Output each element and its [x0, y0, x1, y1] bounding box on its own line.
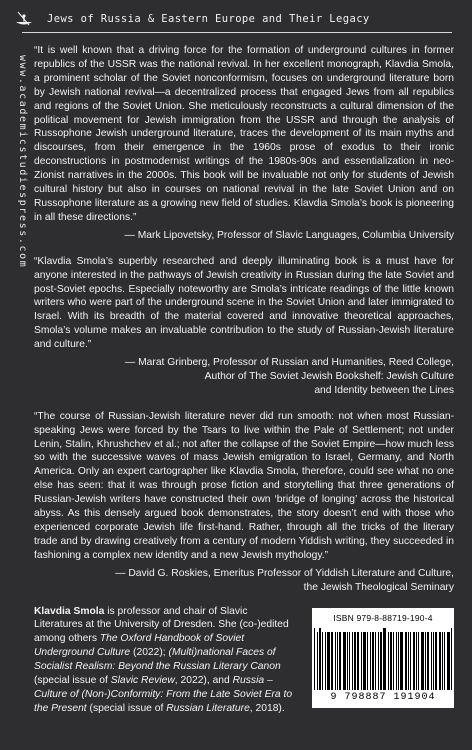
barcode-stripe: [435, 632, 437, 690]
barcode-stripe: [418, 632, 419, 690]
barcode-stripe: [390, 632, 392, 690]
barcode-stripe: [331, 632, 333, 690]
barcode-stripe: [396, 632, 397, 690]
barcode-stripe: [408, 632, 409, 690]
attribution-line: the Jewish Theological Seminary: [303, 581, 454, 593]
barcode-stripe: [322, 632, 323, 690]
barcode-stripe: [372, 632, 374, 690]
barcode-stripe: [335, 632, 336, 690]
barcode-stripe: [325, 632, 326, 690]
barcode-stripe: [421, 632, 424, 690]
barcode-stripe: [367, 632, 368, 690]
barcode-stripe: [393, 632, 394, 690]
barcode-stripe: [352, 632, 353, 690]
barcode-stripe: [357, 632, 359, 690]
author-bio: Klavdia Smola is professor and chair of Slavic Literatures at the University of Dresden. She (co-)edited among others The Oxford Handbook of Soviet Underground Culture (2022); (Multi)national Faces of Socialist Realism: Beyond the Russian Literary Canon (special issue of Slavic Review, 2022), and Russia – Culture of (Non-)Conformity: From the Late Soviet Era to the Present (special issue of Russian Literature, 2018).: [34, 605, 293, 714]
series-divider: [22, 32, 452, 33]
barcode-stripe: [388, 632, 389, 690]
endorsement-text: “It is well known that a driving force for the formation of underground cultures in former republics of the USSR was the national revival. In her excellent monograph, Klavdia Smola, a prominent scholar of the Soviet nonconformism, focuses on underground literature born by Jewish national revival—a decentralized process that engaged Jews from all republics and regions of the Soviet Union. She meticulously reconstructs a cultural dimension of the political movement for Jewish immigration from the USSR and through the analysis of Russophone Jewish underground literature, traces the development of its main myths and discourses, from their emergence in the 1960s prose of exodus to their ironic deconstructions in postmodernist writings of the 1980s-90s and essentialization in neo-Zionist narratives in the 2000s. This book will be invaluable not only for students of Jewish cultural history but also in courses on national revival in the late Soviet Union and on Russophone literature as a growing new field of studies. Klavdia Smola’s book is pioneering in all these directions.”: [34, 45, 454, 223]
isbn-barcode: [312, 608, 454, 708]
barcode-stripe: [363, 632, 366, 690]
barcode-stripe: [354, 632, 356, 690]
barcode-stripe: [370, 632, 371, 690]
barcode-stripe: [427, 632, 429, 690]
barcode-stripe: [431, 632, 432, 690]
attribution-line: and Identity between the Lines: [314, 384, 454, 396]
endorsement-attribution: — Mark Lipovetsky, Professor of Slavic Languages, Columbia University: [124, 229, 454, 241]
barcode-stripe: [347, 632, 348, 690]
isbn-label: ISBN 979-8-88719-190-4: [333, 612, 433, 623]
barcode-stripe: [337, 632, 338, 690]
barcode-digits: 9 798887 191904: [330, 692, 436, 704]
barcode-stripe: [447, 632, 450, 690]
barcode-stripe: [413, 632, 415, 690]
endorsement-text: “Klavdia Smola’s superbly researched and deeply illuminating book is a must have for anyone interested in the pathways of Jewish creativity in Russian during the late Soviet and post-Soviet epochs. Especially noteworthy are Smola’s intricate readings of the little known writers who were part of the underground scene in the Soviet Union and later immigrated to Israel. With its breadth of the material covered and innovative theoretical approaches, Smola’s volume makes an invaluable contribution to the study of Russian-Jewish literature and culture.”: [34, 255, 454, 351]
rowing-boat-icon: [15, 10, 33, 28]
barcode-stripe: [375, 632, 376, 690]
barcode-stripe: [451, 628, 452, 690]
author-name: Klavdia Smola: [34, 605, 105, 617]
series-title: Jews of Russia & Eastern Europe and Their Legacy: [47, 13, 370, 25]
attribution-line: — Marat Grinberg, Professor of Russian and Humanities, Reed College,: [124, 357, 454, 369]
barcode-bars: [314, 628, 453, 690]
barcode-stripe: [425, 632, 426, 690]
barcode-stripe: [433, 632, 434, 690]
back-cover-content: [34, 44, 454, 716]
barcode-stripe: [343, 632, 346, 690]
barcode-stripe: [444, 632, 445, 690]
barcode-stripe: [319, 628, 321, 690]
barcode-stripe: [442, 632, 443, 690]
endorsement-2: [34, 255, 454, 398]
barcode-stripe: [405, 632, 407, 690]
endorsement-3: [34, 410, 454, 595]
barcode-stripe: [349, 632, 350, 690]
endorsement-attribution: [34, 356, 454, 398]
author-section: [34, 605, 454, 716]
barcode-stripe: [383, 628, 386, 690]
endorsement-text: “The course of Russian-Jewish literature never did run smooth: not when most Russian-speaking Jews were forced by the Tsars to live within the Pale of Settlement; not under Lenin, Stalin, Khrushchev et al.; not after the collapse of the Soviet Empire—how much less so with the successive waves of mass Jewish emigration to Israel, Germany, and North America. Only an expert cartographer like Klavdia Smola, therefore, could see what no one else has seen: that it was through prose fiction and storytelling that three generations of Russian-Jewish writers have constructed their own ‘bridge of longing’ across the historical abyss. As this densely argued book demonstrates, the story doesn’t end with those who experienced corporate Jewish life first-hand. Rather, through all the tricks of the literary trade and by drawing creatively from a century of modern Yiddish writing, they succeeded in fashioning a complex new identity and a new Jewish mythology.”: [34, 410, 454, 561]
attribution-line: Author of The Soviet Jewish Bookshelf: Jewish Culture: [204, 370, 454, 382]
barcode-stripe: [327, 632, 330, 690]
barcode-stripe: [410, 632, 411, 690]
attribution-line: — David G. Roskies, Emeritus Professor of Yiddish Literature and Culture,: [115, 567, 454, 579]
barcode-stripe: [314, 628, 315, 690]
endorsement-attribution: [34, 567, 454, 595]
barcode-stripe: [317, 632, 318, 690]
barcode-stripe: [339, 632, 341, 690]
barcode-stripe: [400, 632, 403, 690]
barcode-stripe: [380, 632, 382, 690]
series-header: [15, 6, 455, 32]
barcode-stripe: [439, 632, 441, 690]
publisher-url: www.academicstudiespress.com: [17, 55, 28, 269]
barcode-stripe: [378, 632, 379, 690]
barcode-stripe: [361, 632, 362, 690]
barcode-stripe: [398, 632, 399, 690]
barcode-stripe: [416, 632, 417, 690]
endorsement-1: [34, 44, 454, 243]
